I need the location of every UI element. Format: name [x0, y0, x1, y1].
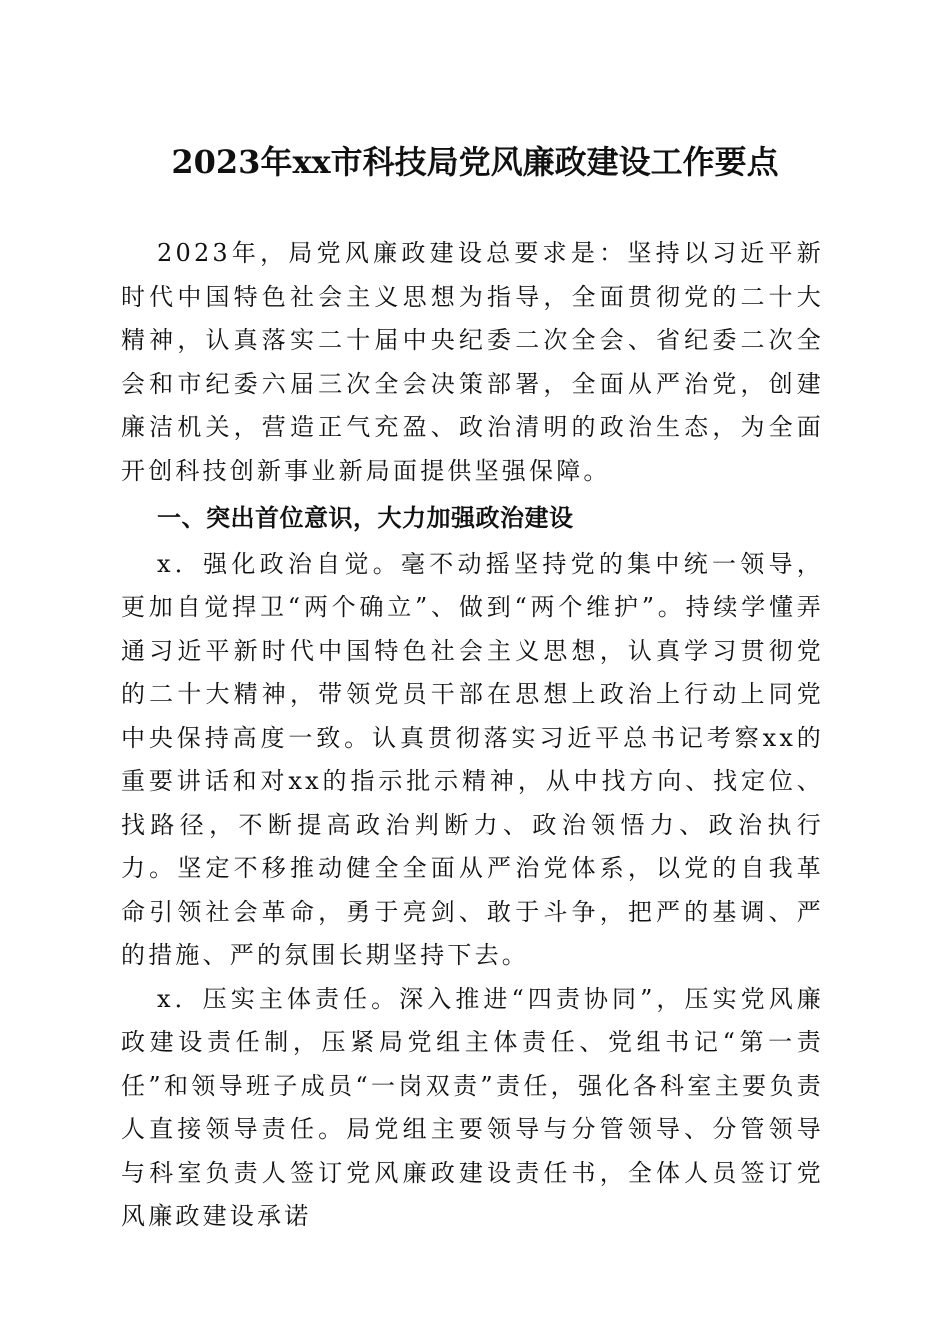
intro-paragraph: 2023年，局党风廉政建设总要求是：坚持以习近平新时代中国特色社会主义思想为指导，全面贯彻党的二十大精神，认真落实二十届中央纪委二次全会、省纪委二次全会和市纪委六届三次全会决策部署，全面从严治党，创建廉洁机关，营造正气充盈、政治清明的政治生态，为全面开创科技创新事业新局面提供坚强保障。	[121, 239, 824, 485]
section-heading-1: 一、突出首位意识，大力加强政治建设	[157, 504, 574, 532]
document-title: 2023年xx市科技局党风廉政建设工作要点	[171, 143, 779, 181]
document-body	[121, 232, 824, 1239]
paragraph-political-awareness: x．强化政治自觉。毫不动摇坚持党的集中统一领导，更加自觉捍卫“两个确立”、做到“两个维护”。持续学懂弄通习近平新时代中国特色社会主义思想，认真学习贯彻党的二十大精神，带领党员干部在思想上政治上行动上同党中央保持高度一致。认真贯彻落实习近平总书记考察xx的重要讲话和对xx的指示批示精神，从中找方向、找定位、找路径，不断提高政治判断力、政治领悟力、政治执行力。坚定不移推动健全全面从严治党体系，以党的自我革命引领社会革命，勇于亮剑、敢于斗争，把严的基调、严的措施、严的氛围长期坚持下去。	[121, 549, 824, 969]
paragraph-main-responsibility: x．压实主体责任。深入推进“四责协同”，压实党风廉政建设责任制，压紧局党组主体责任、党组书记“第一责任”和领导班子成员“一岗双责”责任，强化各科室主要负责人直接领导责任。局党组主要领导与分管领导、分管领导与科室负责人签订党风廉政建设责任书，全体人员签订党风廉政建设承诺	[121, 984, 824, 1230]
